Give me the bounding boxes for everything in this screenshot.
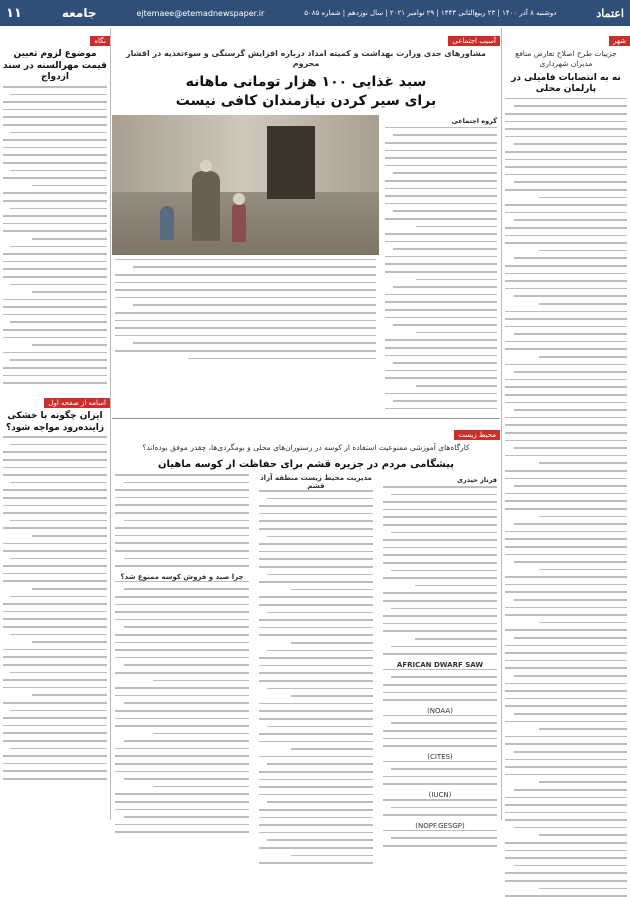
right-column-body: [502, 98, 630, 897]
second-story-body-col-2: [256, 490, 376, 864]
lead-story-body-right: [382, 127, 500, 410]
newspaper-logo: اعتماد: [596, 6, 624, 20]
left-column: [0, 28, 111, 820]
lead-headline-line-1: سبد غذایی ۱۰۰ هزار تومانی ماهانه: [185, 73, 427, 90]
second-story-body-col-1f: [380, 830, 500, 847]
right-column: [501, 28, 630, 820]
page-number: ۱۱: [6, 5, 22, 21]
section-email: ejtemaee@etemadnewspaper.ir: [136, 8, 265, 18]
section-title: جامعه: [61, 6, 97, 20]
second-story-body-col-1: [380, 486, 500, 655]
right-column-kicker: جزییات طرح اصلاح تعارض منافع مدیران شهرداری: [515, 49, 617, 68]
second-story-byline: فرناز حیدری: [457, 476, 497, 485]
issue-date: دوشنبه ۸ آذر ۱۴۰۰ | ۲۳ ربیع‌الثانی ۱۴۴۳ | ۲۹ نوامبر ۲۰۲۱ | سال نوزدهم | شماره ۵۰۸۵: [304, 9, 557, 17]
english-term-1: AFRICAN DWARF SAW: [396, 660, 484, 669]
english-term-4: (IUCN): [428, 791, 452, 800]
english-term-5: (NOPF.GESGP): [415, 821, 465, 830]
second-story-subhead-2: چرا صید و فروش کوسه ممنوع شد؟: [120, 572, 244, 581]
right-column-tag: شهر: [609, 36, 630, 46]
center-column: [112, 28, 500, 830]
second-story-headline: پیشگامی مردم در جزیره قشم برای حفاظت از کوسه ماهیان: [157, 459, 454, 471]
second-story-tag: محیط زیست: [454, 430, 500, 440]
second-story-subhead-1: مدیریت محیط زیست منطقه آزاد قشم: [260, 474, 372, 491]
left-column-body-2: [0, 436, 110, 779]
english-term-2: (NOAA): [427, 706, 453, 715]
lead-story-tag: آسیب اجتماعی: [448, 36, 500, 46]
lead-story-photo: [112, 115, 379, 255]
second-story-body-col-1b: [380, 669, 500, 701]
english-term-3: (CITES): [427, 752, 453, 761]
left-column-headline-2: ایران چگونه با خشکی زاینده‌رود مواجه شود؟: [5, 410, 105, 433]
second-story-body-col-1d: [380, 761, 500, 785]
second-story-kicker: کارگاه‌های آموزشی ممنوعیت استفاده از کوسه در رستوران‌های محلی و بومگردی‌ها، چقدر موفق بوده‌اند؟: [142, 443, 470, 453]
left-column-body: [0, 86, 110, 384]
second-story-body-col-1e: [380, 799, 500, 816]
right-column-headline: نه به انتصابات فامیلی در پارلمان محلی: [511, 72, 621, 95]
lead-story-body-under-photo: [112, 259, 379, 359]
second-story-body-col-3b: [112, 581, 252, 833]
lead-story-kicker: مشاورهای جدی وزارت بهداشت و کمیته امداد درباره افزایش گرسنگی و سوءتغذیه در اقشار محروم: [126, 49, 486, 69]
lead-story-byline: گروه اجتماعی: [451, 116, 497, 125]
left-column-tag-2: اسامه از صفحه اول: [44, 398, 110, 408]
masthead: [0, 0, 630, 26]
second-story-body-col-3: [112, 474, 252, 567]
lead-headline-line-2: برای سیر کردن نیازمندان کافی نیست: [175, 93, 437, 110]
left-column-tag: نگاه: [90, 36, 110, 46]
left-column-headline: موضوع لزوم تعیین قیمت مهرالسنه در سند ازدواج: [3, 49, 107, 83]
second-story-body-col-1c: [380, 715, 500, 747]
